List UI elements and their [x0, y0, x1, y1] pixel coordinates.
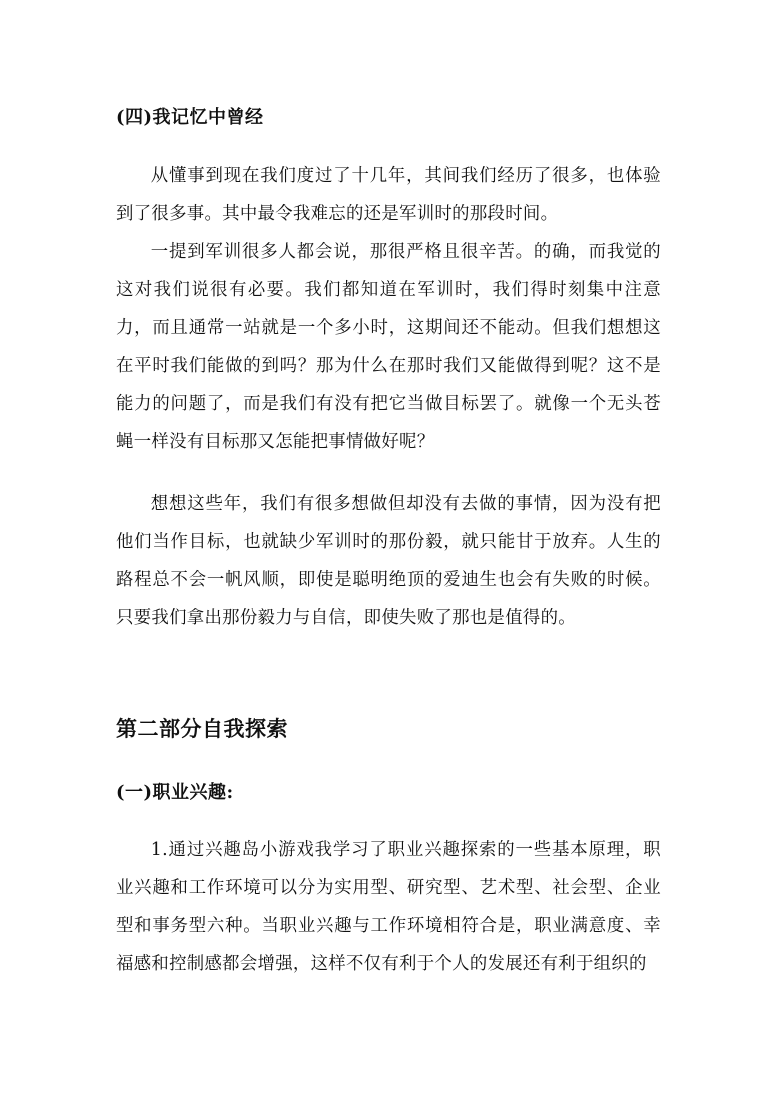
paragraph: 1.通过兴趣岛小游戏我学习了职业兴趣探索的一些基本原理，职业兴趣和工作环境可以分为实用型、研究型、艺术型、社会型、企业型和事务型六种。当职业兴趣与工作环境相符合是，职业满意度、幸福感和控制感都会增强，这样不仅有利于个人的发展还有利于组织的	[116, 840, 661, 974]
section-heading-career-interest: (一)职业兴趣:	[116, 782, 234, 803]
section-heading-memory: (四)我记忆中曾经	[116, 107, 264, 128]
part-heading-self-exploration: 第二部分自我探索	[116, 716, 288, 741]
paragraph: 想想这些年，我们有很多想做但却没有去做的事情，因为没有把他们当作目标，也就缺少军训时的那份毅，就只能甘于放弃。人生的路程总不会一帆风顺，即使是聪明绝顶的爱迪生也会有失败的时候。只要我们拿出那份毅力与自信，即使失败了那也是值得的。	[116, 494, 661, 628]
paragraph: 一提到军训很多人都会说，那很严格且很辛苦。的确，而我觉的这对我们说很有必要。我们都知道在军训时，我们得时刻集中注意力，而且通常一站就是一个多小时，这期间还不能动。但我们想想这在平时我们能做的到吗？那为什么在那时我们又能做得到呢？这不是能力的问题了，而是我们有没有把它当做目标罢了。就像一个无头苍蝇一样没有目标那又怎能把事情做好呢？	[116, 242, 661, 452]
paragraph: 从懂事到现在我们度过了十几年，其间我们经历了很多，也体验到了很多事。其中最令我难忘的还是军训时的那段时间。	[116, 166, 661, 224]
